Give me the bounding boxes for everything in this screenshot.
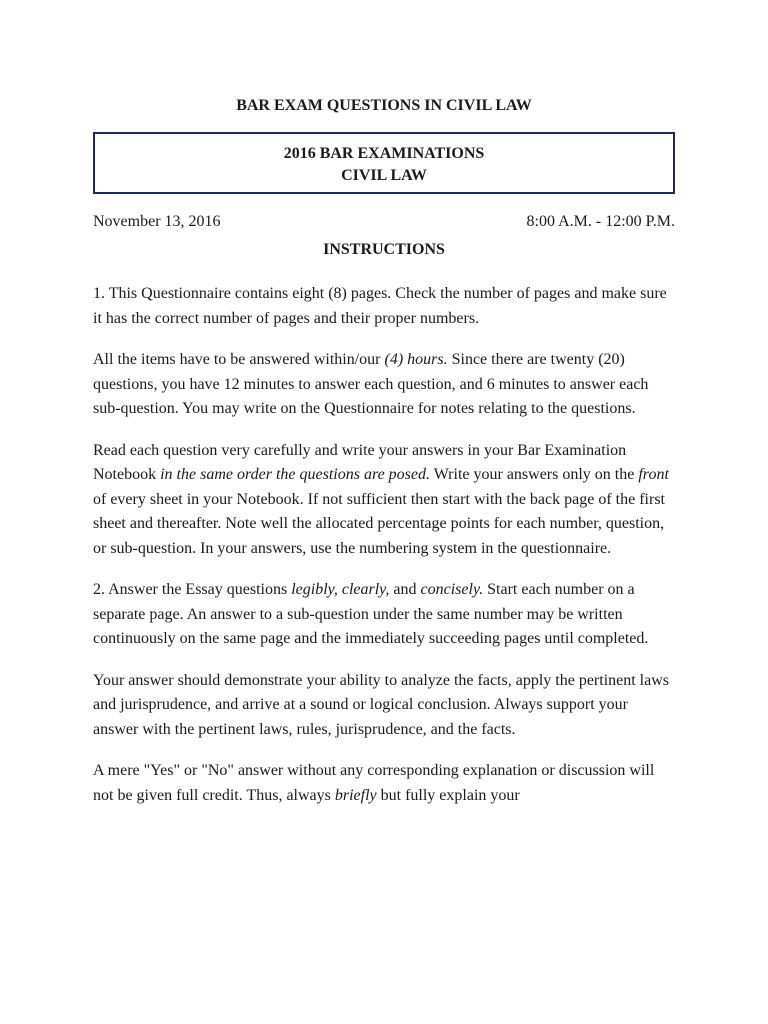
paragraph-4-text-b: and xyxy=(389,581,421,598)
paragraph-5-text: Your answer should demonstrate your ability to analyze the facts, apply the pertinent laws and jurisprudence, and arrive at a sound or logical conclusion. Always support your answer with the pertinent laws, rules, jurisprudence, and the facts. xyxy=(93,671,670,738)
paragraph-4 xyxy=(93,578,675,652)
exam-time: 8:00 A.M. - 12:00 P.M. xyxy=(526,213,675,230)
exam-title-line-2: CIVIL LAW xyxy=(341,167,427,184)
paragraph-3-text-b: Write your answers only on the xyxy=(430,466,639,483)
document-title: BAR EXAM QUESTIONS IN CIVIL LAW xyxy=(236,97,532,114)
paragraph-4-text-a: 2. Answer the Essay questions xyxy=(93,581,292,598)
paragraph-4-emphasis-b: concisely. xyxy=(420,581,484,598)
paragraph-6 xyxy=(93,759,675,808)
instructions-heading: INSTRUCTIONS xyxy=(323,241,445,258)
paragraph-5 xyxy=(93,669,675,743)
paragraph-6-text-a: A mere "Yes" or "No" answer without any corresponding explanation or discussion will not be given full credit. Thus, always xyxy=(93,762,655,804)
instructions-body xyxy=(93,282,675,825)
paragraph-6-emphasis: briefly xyxy=(334,786,377,804)
paragraph-3 xyxy=(93,439,675,562)
exam-date: November 13, 2016 xyxy=(93,213,221,230)
paragraph-2 xyxy=(93,348,675,422)
paragraph-2-text-b: Since there are twenty (20) questions, you have 12 minutes to answer each question, and 6 minutes to answer each sub-question. You may write on the Questionnaire for notes relating to the questions. xyxy=(93,351,649,417)
paragraph-4-text-c: Start each number on a separate page. An answer to a sub-question under the same number may be written continuously on the same page and the immediately succeeding pages until completed. xyxy=(93,581,649,647)
paragraph-1-text: 1. This Questionnaire contains eight (8) pages. Check the number of pages and make sure it has the correct number of pages and their proper numbers. xyxy=(93,285,667,327)
exam-title-line-1: 2016 BAR EXAMINATIONS xyxy=(283,145,485,162)
paragraph-3-emphasis-b: front xyxy=(638,466,669,483)
exam-title-box xyxy=(93,132,675,194)
paragraph-3-text-a: Read each question very carefully and write your answers in your Bar Examination Notebook xyxy=(93,441,627,483)
paragraph-3-text-c: of every sheet in your Notebook. If not sufficient then start with the back page of the first sheet and thereafter. Note well the allocated percentage points for each number, question, or sub-question. In your answers, use the numbering system in the questionnaire. xyxy=(93,490,665,557)
paragraph-4-emphasis-a: legibly, clearly, xyxy=(291,581,390,598)
paragraph-2-emphasis: (4) hours. xyxy=(384,351,448,368)
paragraph-2-text-a: All the items have to be answered within/our xyxy=(93,351,385,368)
paragraph-1 xyxy=(93,282,675,331)
paragraph-6-text-b: but fully explain your xyxy=(376,786,520,804)
paragraph-3-emphasis-a: in the same order the questions are posed. xyxy=(160,466,430,483)
